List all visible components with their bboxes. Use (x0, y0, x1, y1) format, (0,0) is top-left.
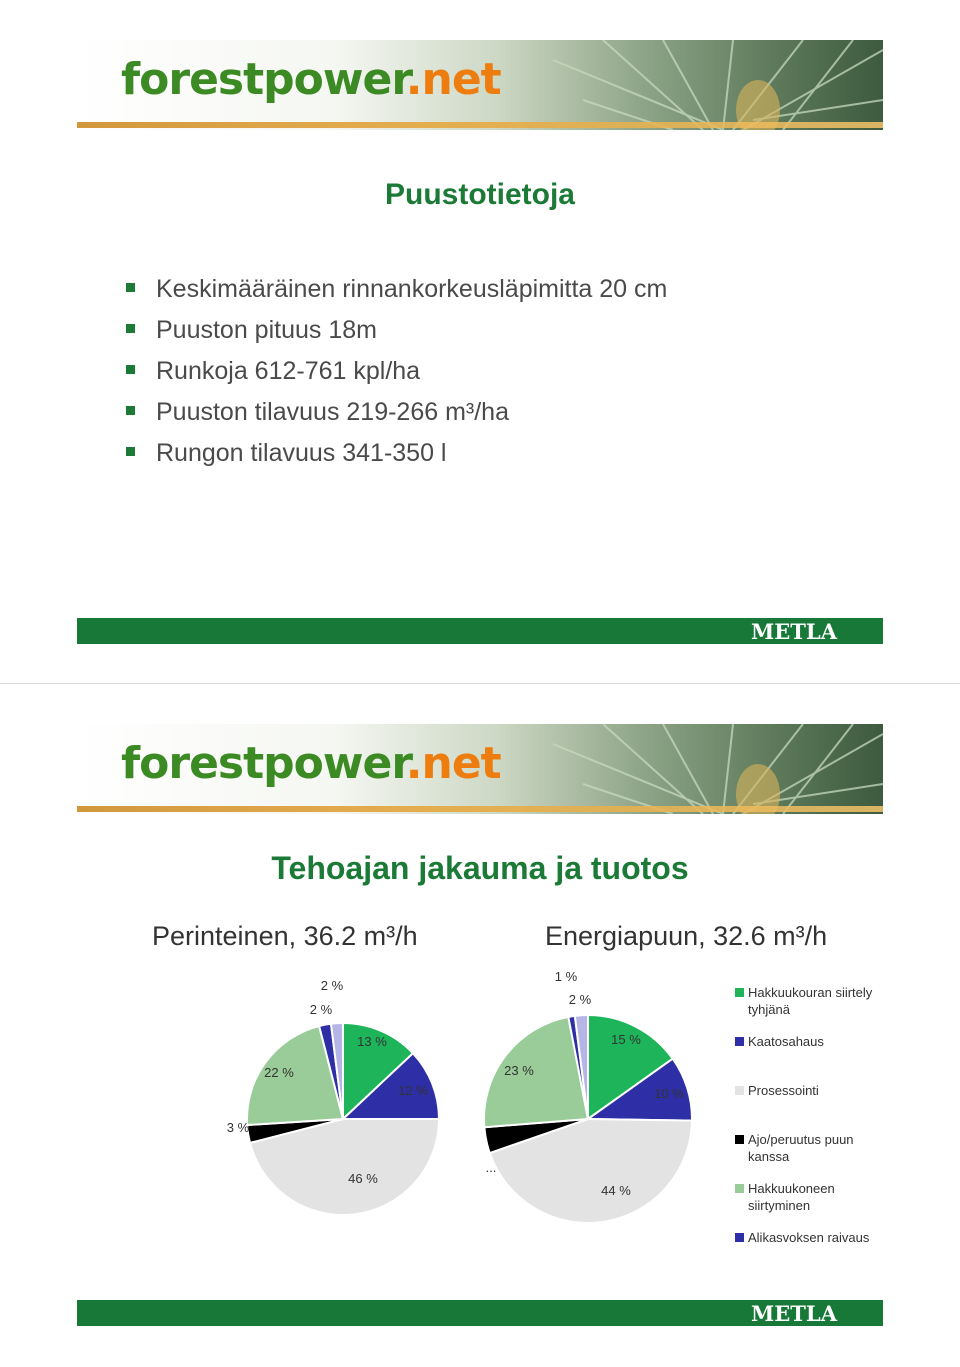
legend-swatch (735, 1135, 744, 1144)
legend-swatch (735, 1184, 744, 1193)
legend-swatch (735, 1037, 744, 1046)
pie-data-label: 12 % (398, 1083, 428, 1098)
square-bullet-icon (126, 324, 135, 333)
pie-data-label: ... (485, 1160, 497, 1175)
slide-title: Tehoajan jakauma ja tuotos (271, 850, 689, 886)
legend-label: Hakkuukouran siirtely tyhjänä (748, 985, 873, 1017)
chart-title-perinteinen: Perinteinen, 36.2 m³/h (152, 921, 418, 951)
metla-logo: METLA (751, 1301, 837, 1326)
bullet-item: Puuston pituus 18m (126, 313, 667, 354)
pie-data-label: 10 % (654, 1086, 684, 1101)
pie-data-label: 22 % (264, 1065, 294, 1080)
forestpower-logo: forestpower.net (121, 738, 501, 789)
legend-label: Prosessointi (748, 1083, 819, 1098)
footer-bar (77, 618, 883, 644)
pie-data-label: 2 % (309, 1002, 333, 1017)
legend-swatch (735, 1233, 744, 1242)
bullet-item: Rungon tilavuus 341-350 l (126, 436, 667, 477)
pie-data-label: 44 % (601, 1183, 631, 1198)
bullet-item: Runkoja 612-761 kpl/ha (126, 354, 667, 395)
chart-title-energiapuun: Energiapuun, 32.6 m³/h (545, 921, 828, 951)
legend-swatch (735, 1086, 744, 1095)
legend-label: Alikasvoksen raivaus (748, 1230, 870, 1245)
banner-orange-line (77, 122, 883, 128)
pie-charts (0, 684, 960, 1367)
pie-data-label: 23 % (504, 1063, 534, 1078)
pie-data-label: 2 % (568, 992, 592, 1007)
pie-data-label: 46 % (348, 1171, 378, 1186)
legend-label: Hakkuukoneen siirtyminen (748, 1181, 835, 1213)
square-bullet-icon (126, 283, 135, 292)
footer-bar (77, 1300, 883, 1326)
bullet-item: Keskimääräinen rinnankorkeusläpimitta 20 cm (126, 272, 667, 313)
slide-2 (0, 684, 960, 1367)
header-banner (77, 40, 883, 130)
pie-data-label: 1 % (554, 969, 578, 984)
square-bullet-icon (126, 447, 135, 456)
pine-needles-image (523, 40, 883, 130)
slide-title: Puustotietoja (384, 178, 575, 211)
slide-1 (0, 0, 960, 683)
bullet-item: Puuston tilavuus 219-266 m³/ha (126, 395, 667, 436)
metla-logo: METLA (751, 619, 837, 644)
legend-label: Kaatosahaus (748, 1034, 824, 1049)
pie-data-label: 13 % (357, 1034, 387, 1049)
legend-label: Ajo/peruutus puun kanssa (748, 1132, 854, 1164)
pie-data-label: 15 % (611, 1032, 641, 1047)
square-bullet-icon (126, 406, 135, 415)
pie-data-label: 2 % (320, 978, 344, 993)
forestpower-logo: forestpower.net (121, 54, 501, 105)
bullet-list (126, 272, 667, 477)
legend-swatch (735, 988, 744, 997)
square-bullet-icon (126, 365, 135, 374)
pie-data-label: 3 % (226, 1120, 250, 1135)
